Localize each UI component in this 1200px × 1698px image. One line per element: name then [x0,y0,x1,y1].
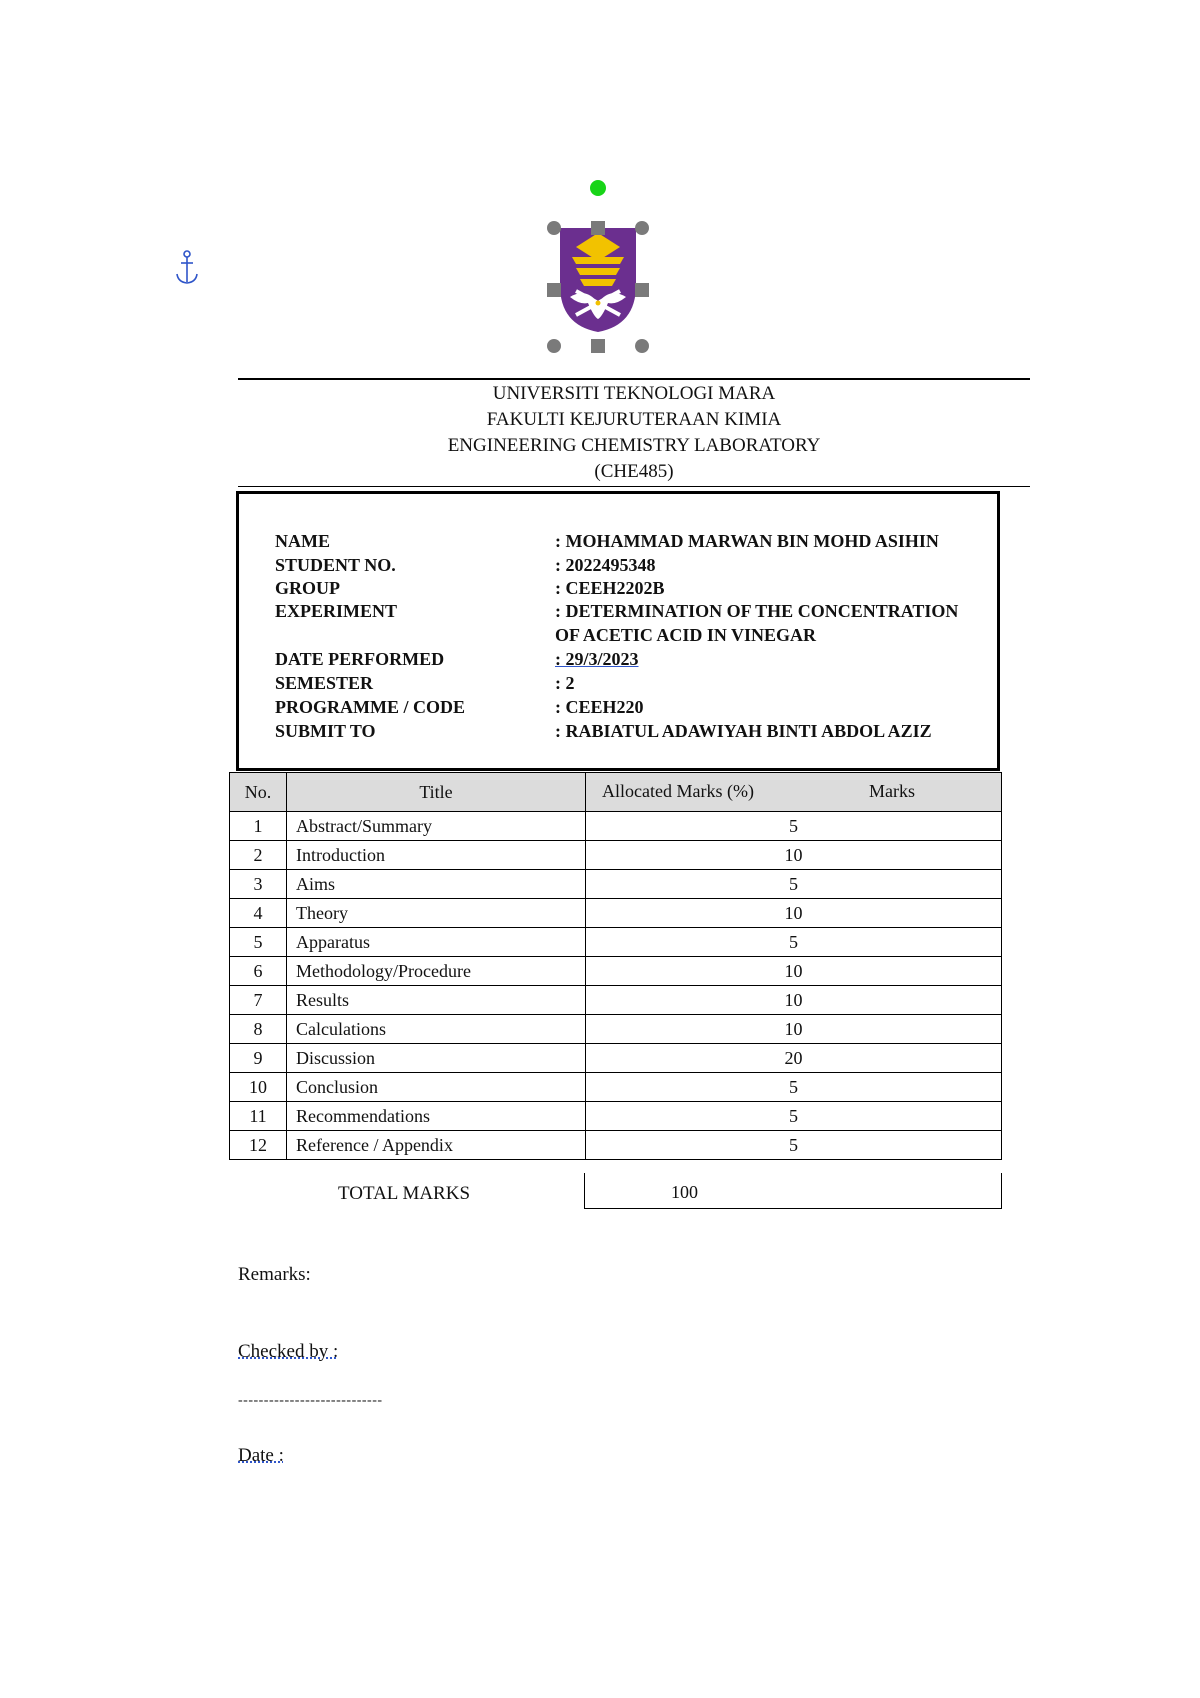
remarks-label: Remarks: [238,1264,311,1285]
allocated-value: 5 [789,1105,798,1126]
row-allocated [586,957,1002,986]
row-no: 5 [230,928,287,957]
info-value: : RABIATUL ADAWIYAH BINTI ABDOL AZIZ [555,721,932,741]
date-label: Date : [238,1445,284,1466]
uitm-crest-logo [560,228,636,332]
info-label: SUBMIT TO [275,721,376,741]
info-label: SEMESTER [275,673,374,693]
allocated-value: 10 [784,902,803,923]
row-no: 9 [230,1044,287,1073]
university-name: UNIVERSITI TEKNOLOGI MARA [492,383,776,404]
marks-header-label: Marks [869,781,915,801]
logo-selection[interactable] [546,175,650,353]
row-allocated [586,899,1002,928]
lab-name: ENGINEERING CHEMISTRY LABORATORY [447,435,821,456]
course-code: (CHE485) [594,461,674,482]
info-label: DATE PERFORMED [275,649,445,669]
table-row [230,812,1002,841]
table-row [230,1131,1002,1160]
anchor-icon[interactable] [174,248,200,288]
table-row [230,841,1002,870]
row-title: Methodology/Procedure [287,957,586,986]
table-row [230,899,1002,928]
header-top-rule [238,378,1030,380]
row-no: 8 [230,1015,287,1044]
info-value: : MOHAMMAD MARWAN BIN MOHD ASIHIN [555,531,939,551]
col-header-allocated-marks [586,773,1002,812]
signature-line: ---------------------------- [238,1393,383,1408]
table-row [230,1044,1002,1073]
table-row [230,957,1002,986]
col-header-no: No. [230,773,287,812]
row-no: 2 [230,841,287,870]
rotate-handle-icon [590,180,606,196]
student-info-box [236,491,1000,771]
table-row [230,1102,1002,1131]
row-allocated [586,1131,1002,1160]
row-title: Introduction [287,841,586,870]
allocated-value: 5 [789,873,798,894]
header-bottom-rule [238,486,1030,487]
allocated-value: 10 [784,844,803,865]
allocated-value: 10 [784,989,803,1010]
row-title: Aims [287,870,586,899]
row-allocated [586,870,1002,899]
row-title: Abstract/Summary [287,812,586,841]
table-row [230,986,1002,1015]
faculty-name: FAKULTI KEJURUTERAAN KIMIA [486,409,782,430]
info-value: : 29/3/2023 [555,649,639,669]
checked-by-label: Checked by : [238,1341,339,1362]
info-value: OF ACETIC ACID IN VINEGAR [555,625,817,645]
row-allocated [586,1073,1002,1102]
allocated-value: 5 [789,1076,798,1097]
info-label: EXPERIMENT [275,601,398,621]
row-title: Apparatus [287,928,586,957]
row-title: Reference / Appendix [287,1131,586,1160]
info-label: PROGRAMME / CODE [275,697,465,717]
total-marks-label: TOTAL MARKS [338,1183,471,1204]
info-label: STUDENT NO. [275,555,396,575]
table-row [230,1015,1002,1044]
row-allocated [586,1102,1002,1131]
row-allocated [586,841,1002,870]
row-title: Conclusion [287,1073,586,1102]
row-allocated [586,1015,1002,1044]
info-value: : 2022495348 [555,555,656,575]
info-value: : 2 [555,673,575,693]
row-title: Calculations [287,1015,586,1044]
row-no: 4 [230,899,287,928]
row-no: 10 [230,1073,287,1102]
info-value: : DETERMINATION OF THE CONCENTRATION [555,601,959,621]
row-no: 12 [230,1131,287,1160]
allocated-value: 5 [789,815,798,836]
allocated-header-label: Allocated Marks (%) [602,781,754,801]
document-header [238,381,1030,485]
row-title: Results [287,986,586,1015]
info-label: NAME [275,531,330,551]
row-title: Recommendations [287,1102,586,1131]
table-header-row [230,773,1002,812]
row-title: Discussion [287,1044,586,1073]
row-title: Theory [287,899,586,928]
total-marks-box [584,1173,1002,1209]
row-no: 6 [230,957,287,986]
row-allocated [586,1044,1002,1073]
row-no: 7 [230,986,287,1015]
col-header-title: Title [287,773,586,812]
info-value: : CEEH2202B [555,578,665,598]
table-row [230,870,1002,899]
allocated-value: 10 [784,960,803,981]
table-row [230,928,1002,957]
row-no: 11 [230,1102,287,1131]
total-marks-value: 100 [671,1182,698,1202]
info-label: GROUP [275,578,340,598]
row-allocated [586,812,1002,841]
row-no: 1 [230,812,287,841]
row-allocated [586,928,1002,957]
marks-table [229,772,1002,1160]
table-row [230,1073,1002,1102]
row-allocated [586,986,1002,1015]
info-value: : CEEH220 [555,697,644,717]
allocated-value: 20 [784,1047,803,1068]
allocated-value: 10 [784,1018,803,1039]
allocated-value: 5 [789,931,798,952]
row-no: 3 [230,870,287,899]
allocated-value: 5 [789,1134,798,1155]
